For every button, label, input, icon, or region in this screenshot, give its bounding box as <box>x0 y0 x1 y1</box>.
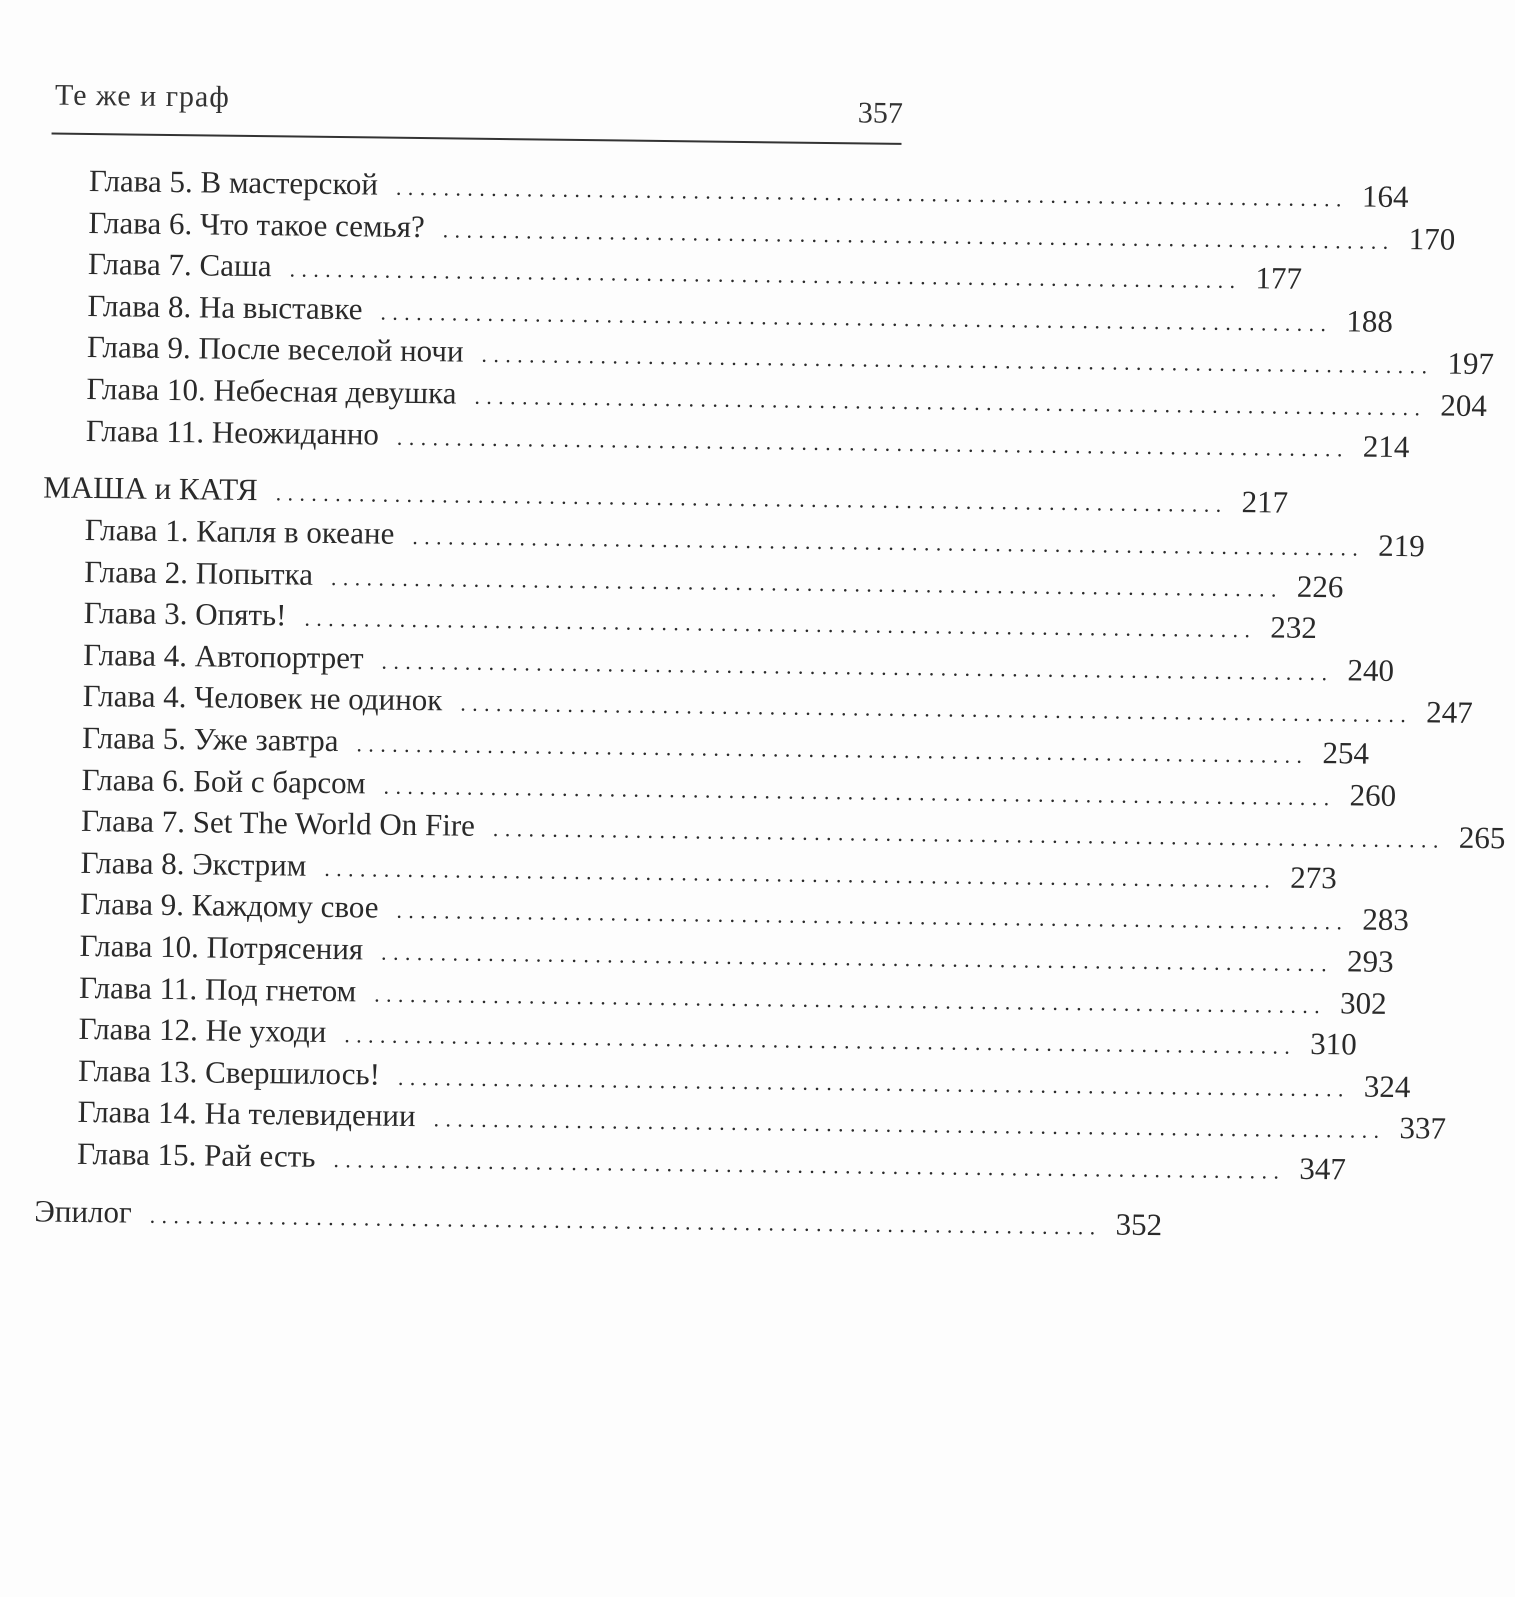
dot-leader: ................................................................................ <box>374 981 1327 1018</box>
dot-leader: ................................................................................ <box>324 855 1277 893</box>
entry-page: 347 <box>1299 1150 1347 1187</box>
entry-title: Глава 13. Свершилось! <box>77 1052 381 1092</box>
entry-page: 170 <box>1408 220 1456 257</box>
entry-page: 247 <box>1426 694 1473 731</box>
entry-title: Эпилог <box>34 1193 132 1230</box>
dot-leader: ................................................................................ <box>397 1064 1351 1102</box>
entry-title: Глава 9. После веселой ночи <box>86 329 464 369</box>
entry-title: Глава 6. Что такое семья? <box>88 204 425 244</box>
entry-title: Глава 6. Бой с барсом <box>81 761 366 801</box>
toc-entry <box>76 1135 1347 1187</box>
dot-leader: ................................................................................ <box>380 939 1334 977</box>
dot-leader: ................................................................................ <box>433 1106 1386 1144</box>
entry-page: 204 <box>1440 387 1488 424</box>
entry-title: Глава 4. Автопортрет <box>82 636 364 676</box>
running-header-title: Те же и граф <box>54 78 230 114</box>
entry-title: Глава 14. На телевидении <box>77 1094 416 1134</box>
entry-title: Глава 15. Рай есть <box>76 1135 316 1174</box>
entry-title: Глава 7. Set The World On Fire <box>80 803 476 843</box>
dot-leader: ................................................................................ <box>481 342 1434 379</box>
entry-title: МАША и КАТЯ <box>43 469 258 508</box>
entry-page: 324 <box>1363 1068 1411 1104</box>
entry-page: 283 <box>1362 901 1410 938</box>
entry-page: 273 <box>1290 859 1337 896</box>
entry-title: Глава 5. Уже завтра <box>81 719 339 759</box>
dot-leader: ................................................................................ <box>383 773 1336 810</box>
entry-page: 219 <box>1378 527 1426 564</box>
dot-leader: ................................................................................ <box>149 1202 1102 1240</box>
entry-page: 254 <box>1322 735 1370 771</box>
entry-title: Глава 7. Саша <box>87 246 272 284</box>
dot-leader: ................................................................................ <box>333 1147 1286 1184</box>
header-rule <box>52 133 902 145</box>
entry-title: Глава 5. В мастерской <box>88 162 379 202</box>
entry-page: 337 <box>1399 1110 1447 1147</box>
entry-page: 226 <box>1296 568 1344 604</box>
entry-title: Глава 10. Потрясения <box>79 927 364 967</box>
dot-leader: ................................................................................ <box>381 648 1334 686</box>
entry-title: Глава 4. Человек не одинок <box>82 678 443 718</box>
entry-title: Глава 10. Небесная девушка <box>86 370 457 411</box>
entry-page: 177 <box>1255 260 1303 296</box>
dot-leader: ................................................................................ <box>289 256 1242 294</box>
entry-title: Глава 3. Опять! <box>83 595 287 633</box>
page-number: 357 <box>857 96 904 130</box>
entry-page: 260 <box>1349 777 1397 813</box>
entry-page: 310 <box>1310 1026 1357 1062</box>
dot-leader: ................................................................................ <box>474 383 1427 421</box>
entry-page: 197 <box>1447 345 1495 382</box>
entry-page: 352 <box>1115 1206 1163 1243</box>
dot-leader: ................................................................................ <box>344 1022 1297 1059</box>
entry-title: Глава 1. Капля в океане <box>84 511 395 551</box>
dot-leader: ................................................................................ <box>275 480 1228 517</box>
entry-page: 214 <box>1362 428 1410 464</box>
toc-entry <box>85 412 1410 464</box>
dot-leader: ................................................................................ <box>330 564 1284 602</box>
entry-page: 293 <box>1346 943 1394 979</box>
entry-page: 302 <box>1339 984 1387 1021</box>
entry-page: 164 <box>1361 178 1409 215</box>
entry-title: Глава 11. Под гнетом <box>78 969 357 1008</box>
dot-leader: ................................................................................ <box>412 523 1365 561</box>
dot-leader: ................................................................................ <box>396 424 1349 461</box>
entry-title: Глава 9. Каждому свое <box>79 886 379 925</box>
entry-page: 217 <box>1241 484 1289 520</box>
dot-leader: ................................................................................ <box>395 174 1349 212</box>
dot-leader: ................................................................................ <box>460 690 1413 728</box>
dot-leader: ................................................................................ <box>356 731 1309 768</box>
dot-leader: ................................................................................ <box>396 898 1349 935</box>
entry-title: Глава 12. Не уходи <box>78 1011 327 1050</box>
entry-page: 240 <box>1347 652 1395 688</box>
entry-page: 232 <box>1270 609 1318 646</box>
entry-title: Глава 11. Неожиданно <box>85 412 380 452</box>
dot-leader: ................................................................................ <box>492 816 1445 853</box>
entry-page: 265 <box>1458 819 1506 856</box>
entry-title: Глава 2. Попытка <box>84 553 314 592</box>
entry-page: 188 <box>1346 303 1394 339</box>
entry-title: Глава 8. Экстрим <box>80 844 307 883</box>
entry-title: Глава 8. На выставке <box>87 287 363 327</box>
dot-leader: ................................................................................ <box>304 605 1257 643</box>
toc-epilogue <box>34 1193 1163 1243</box>
dot-leader: ................................................................................ <box>380 299 1333 336</box>
dot-leader: ................................................................................ <box>442 216 1395 254</box>
